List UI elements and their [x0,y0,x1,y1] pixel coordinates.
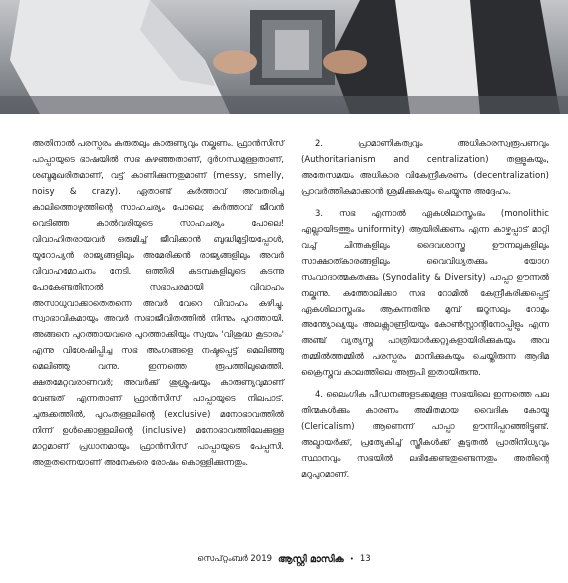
right-column [301,136,549,483]
left-column-text: അതിനാൽ പരസ്പരം കരുതലും കാരുണ്യവും നല്കണം. ഫ്രാൻസിസ് പാപ്പായുടെ ഭാഷയിൽ സഭ കുഴഞ്ഞതാണ്, ദുർഗന്ധമുള്ളതാണ്, ശബ്ദമുഖരിതമാണ്, വട്ട് കാണിക്കുന്നതുമാണ് (messy, smelly, noisy & crazy). ഏതാണ്ട് കർത്താവ് അവതരിച്ച കാലിത്തൊഴുത്തിന്റെ സാഹചര്യം പോലെ; കർത്താവ് ജീവൻ വെടിഞ്ഞ കാൽവരിയുടെ സാഹചര്യം പോലെ! വിവാഹിതരായവർ ഒരുമിച്ച് ജീവിക്കാൻ ബുദ്ധിമുട്ടിയപ്പോൾ, യൂറോപ്യൻ രാജ്യങ്ങളിലും അമേരിക്കൻ രാജ്യങ്ങളിലും അവർ വിവാഹമോചനം നേടി. ഒത്തിരി കടമ്പകളിലൂടെ കടന്നു പോകേണ്ടതിനാൽ സഭാപരമായി വിവാഹം അസാധുവാക്കാതെതന്നെ അവർ വേറെ വിവാഹം കഴിച്ചു. സ്വാഭാവികമായും അവർ സഭാജീവിതത്തിൽ നിന്നും പുറത്തായി. അങ്ങനെ പുറത്തായവരെ പുറത്താക്കിയും സ്വയം 'വിശുദ്ധ കൂടാരം' എന്നു വിശേഷിപ്പിച്ച സഭ അംഗങ്ങളെ നഷ്ടപ്പെട്ട് മെലിഞ്ഞു മെലിഞ്ഞു വന്നു. ഇന്നത്തെ രൂപത്തിലുമെത്തി. ക്ഷതമേറ്റവരാണവർ; അവർക്ക് ശുശ്രൂഷയും കാരുണ്യവുമാണ് വേണ്ടത് എന്നതാണ് ഫ്രാൻസിസ് പാപ്പായുടെ നിലപാട്. ചുരുക്കത്തിൽ, പുറംതള്ളലിന്റെ (exclusive) മനോഭാവത്തിൽ നിന്ന് ഉൾക്കൊള്ളലിന്റെ (inclusive) മനോഭാവത്തിലേക്കുള്ള മാറ്റമാണ് പ്രധാനമായും ഫ്രാൻസിസ് പാപ്പായുടെ പേപ്പസി. അതുതന്നെയാണ് അനേകരെ രോഷം കൊള്ളിക്കുന്നതും. [32,138,284,468]
header-photo [0,0,568,114]
point-3-paragraph: 3. സഭ എന്നാൽ ഏകശിലാസ്തംഭം (monolithic എല്ലായിടത്തും uniformity) ആയിരിക്കണം എന്ന കാഴ്ചപ്പാട് മാറ്റി വച്ച് ചിന്തകളിലും ദൈവശാസ്ത്ര ഊന്നലുകളിലും സാക്ഷാത്കാരങ്ങളിലും വൈവിധ്യതക്കും യോഗ സംവാദാത്മകതക്കും (Synodality & Diversity) പാപ്പാ ഊന്നൽ നല്കുന്നു. കത്തോലിക്കാ സഭ റോമിൽ കേന്ദ്രീകരിക്കപ്പെട്ട് ഏകശിലാസ്തംഭം ആകുന്നതിനു മുമ്പ് ജറൂസലും റോമും അന്ത്യോഖ്യയും അലക്സാണ്ട്രിയയും കോൺസ്റ്റാന്റിനോപ്പിളും എന്ന അഞ്ച് വ്യത്യസ്ത പാത്രിയാർക്കറ്റുകളായിരിക്കുകയും അവ തമ്മിൽത്തമ്മിൽ പരസ്പരം മാനിക്കുകയും ചെയ്തിരുന്ന ആദിമ ക്രൈസ്തവ കാലത്തിലെ അരൂപി ഇതായിരുന്നു. [301,207,549,378]
photo-figures-icon [0,0,568,114]
page-footer [0,551,568,567]
footer-page-number: 13 [359,554,371,564]
left-column [32,136,284,471]
point-4-paragraph: 4. ലൈംഗിക പീഡനങ്ങളടക്കമുള്ള സഭയിലെ ഇന്നത്തെ പല തിന്മകൾക്കും കാരണം അമിതമായ വൈദിക കോയ്മ (Clericalism) ആണെന്ന് പാപ്പാ ഊന്നിപ്പറഞ്ഞിട്ടുണ്ട്. അല്മായർക്ക്, പ്രത്യേകിച്ച് സ്ത്രീകൾക്ക് കൂടുതൽ പ്രാതിനിധ്യവും സ്ഥാനവും സഭയിൽ ലഭിക്കേണ്ടതുണ്ടെന്നതും അതിന്റെ മറുപുറമാണ്. [301,389,549,480]
footer-separator: • [349,555,354,563]
footer-date: സെപ്റ്റംബർ 2019 [197,554,273,564]
footer-magazine-title: ആസ്റ്റി മാസിക [278,553,344,565]
point-2-paragraph: 2. പ്രാമാണികത്വവും അധികാരസ്വരൂപണവും (Authoritarianism and centralization) തള്ളുകയും, അതേസമയം അധികാര വികേന്ദ്രീകരണം (decentralization) പ്രാവർത്തികമാക്കാൻ ശ്രമിക്കുകയും ചെയ്യുന്നു അദ്ദേഹം. [301,138,549,196]
